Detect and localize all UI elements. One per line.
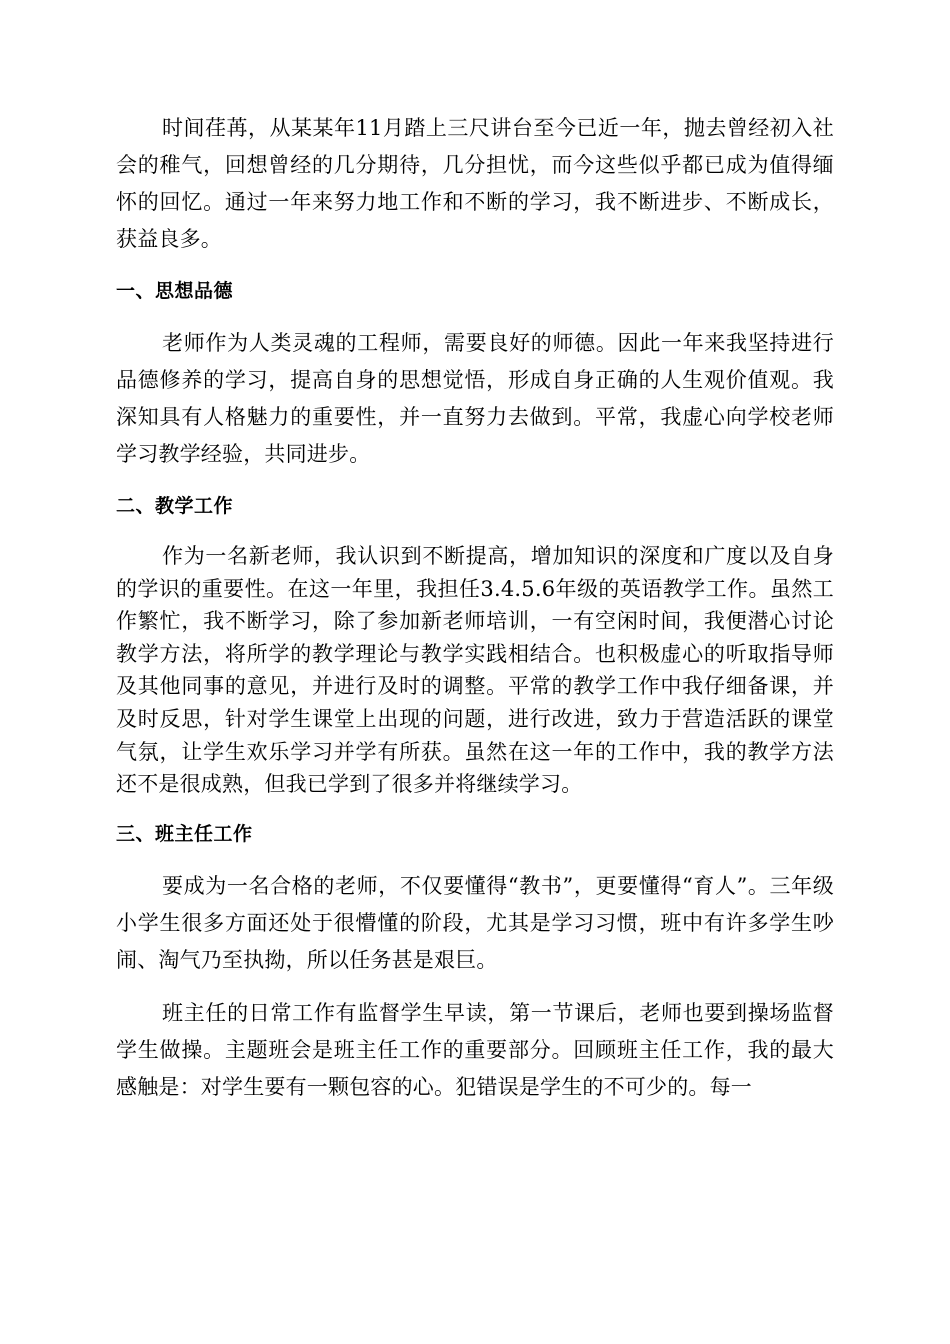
section-heading-class-teacher: 三、班主任工作	[116, 822, 253, 845]
section-heading-ideology: 一、思想品德	[116, 280, 234, 302]
intro-paragraph: 时间荏苒，从某某年11月踏上三尺讲台至今已近一年，抛去曾经初入社会的稚气，回想曾经的几分期待，几分担忧，而今这些似乎都已成为值得缅怀的回忆。通过一年来努力地工作和不断的学习，我不断进步、不断成长，获益良多。	[116, 116, 834, 251]
section-heading-teaching: 二、教学工作	[116, 495, 234, 517]
section-paragraph-ideology: 老师作为人类灵魂的工程师，需要良好的师德。因此一年来我坚持进行品德修养的学习，提高自身的思想觉悟，形成自身正确的人生观价值观。我深知具有人格魅力的重要性，并一直努力去做到。平常，我虚心向学校老师学习教学经验，共同进步。	[116, 331, 834, 466]
section-paragraph-class-teacher-1: 要成为一名合格的老师，不仅要懂得“教书”，更要懂得“育人”。三年级小学生很多方面还处于很懵懂的阶段，尤其是学习习惯，班中有许多学生吵闹、淘气乃至执拗，所以任务甚是艰巨。	[116, 873, 834, 972]
section-paragraph-teaching: 作为一名新老师，我认识到不断提高，增加知识的深度和广度以及自身的学识的重要性。在这一年里，我担任3.4.5.6年级的英语教学工作。虽然工作繁忙，我不断学习，除了参加新老师培训，一有空闲时间，我便潜心讨论教学方法，将所学的教学理论与教学实践相结合。也积极虚心的听取指导师及其他同事的意见，并进行及时的调整。平常的教学工作中我仔细备课，并及时反思，针对学生课堂上出现的问题，进行改进，致力于营造活跃的课堂气氛，让学生欢乐学习并学有所获。虽然在这一年的工作中，我的教学方法还不是很成熟，但我已学到了很多并将继续学习。	[116, 544, 834, 797]
section-paragraph-class-teacher-2: 班主任的日常工作有监督学生早读，第一节课后，老师也要到操场监督学生做操。主题班会是班主任工作的重要部分。回顾班主任工作，我的最大感触是：对学生要有一颗包容的心。犯错误是学生的不可少的。每一	[116, 1000, 834, 1099]
document-body	[116, 110, 834, 1106]
